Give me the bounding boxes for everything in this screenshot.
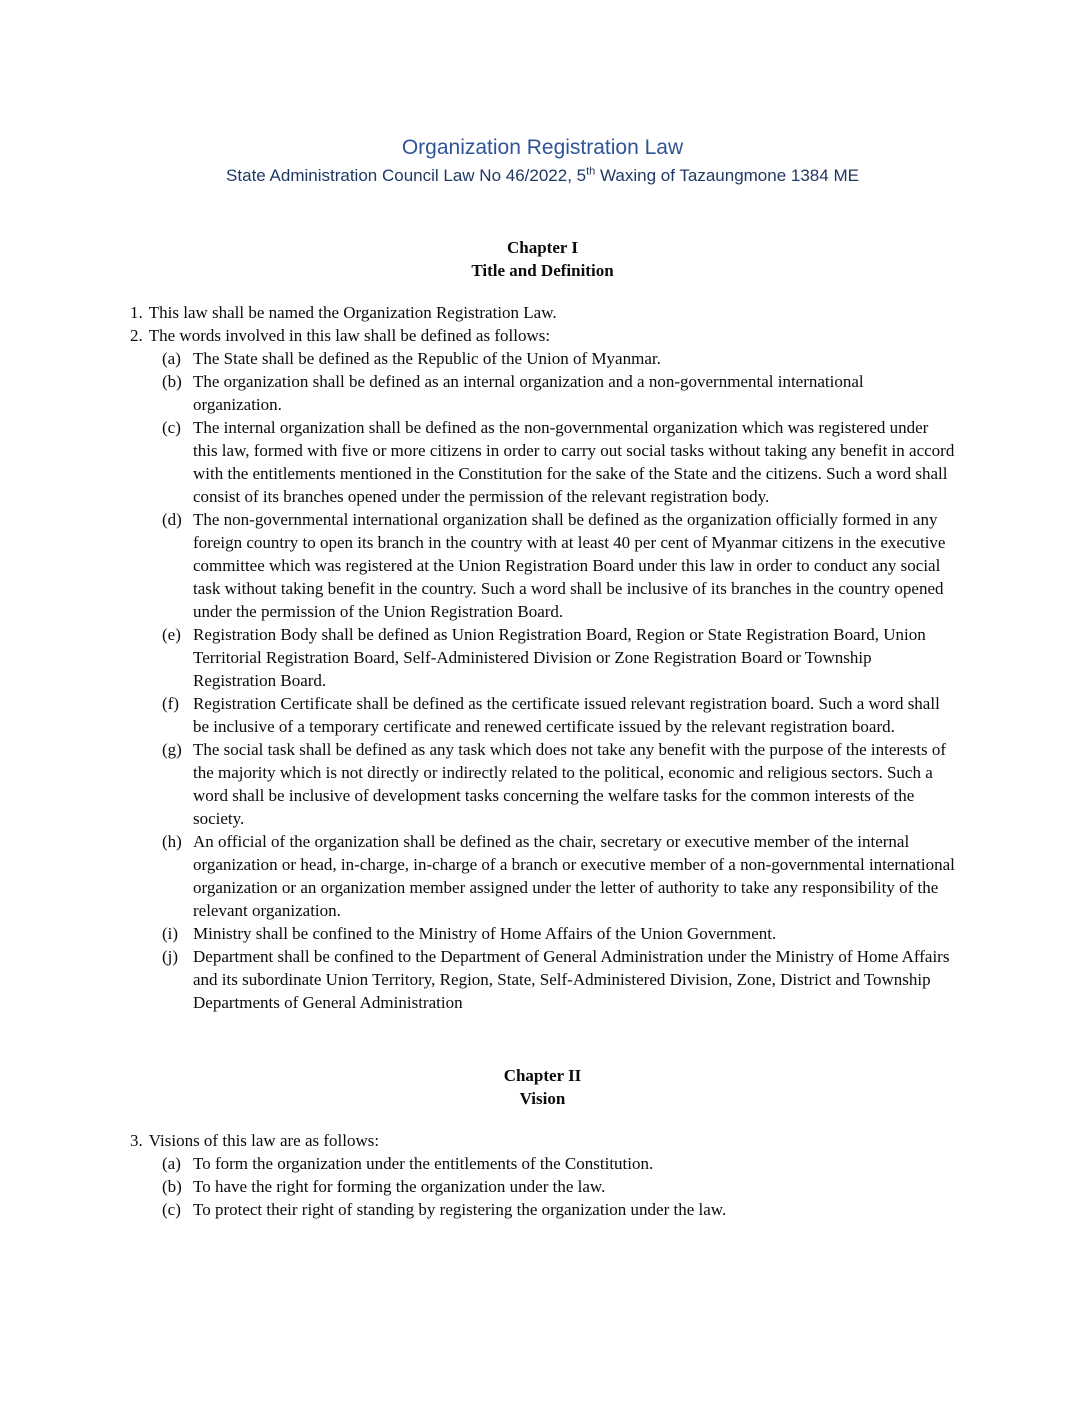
subtitle-text-suffix: Waxing of Tazaungmone 1384 ME [595, 166, 859, 185]
item-marker: (a) [162, 349, 181, 368]
definition-item-f [162, 692, 955, 738]
vision-item-a [162, 1152, 955, 1175]
document-subtitle [130, 165, 955, 186]
chapter-heading: Chapter I [507, 238, 578, 257]
item-marker: (c) [162, 418, 181, 437]
item-marker: (h) [162, 832, 182, 851]
item-text: The non-governmental international organization shall be defined as the organization officially formed in any foreign country to open its branch in the country with at least 40 per cent of Myanmar citizens in the executive committee which was registered at the Union Registration Board under this law in order to conduct any social task without taking benefit in the country. Such a word shall be inclusive of its branches in the country opened under the permission of the Union Registration Board. [193, 510, 946, 621]
law-article-2 [130, 324, 955, 347]
item-text: The social task shall be defined as any task which does not take any benefit with the purpose of the interests of the majority which is not directly or indirectly related to the political, economic and religious sectors. Such a word shall be inclusive of development tasks concerning the welfare tasks for the common interests of the society. [193, 740, 946, 828]
item-text: To have the right for forming the organization under the law. [193, 1177, 606, 1196]
definition-item-h [162, 830, 955, 922]
article-number: 2. [130, 326, 143, 345]
item-text: To protect their right of standing by registering the organization under the law. [193, 1200, 727, 1219]
definition-item-e [162, 623, 955, 692]
article-text: Visions of this law are as follows: [148, 1131, 380, 1150]
chapter-ii-section [130, 1064, 955, 1221]
document-title: Organization Registration Law [401, 136, 684, 159]
item-text: The internal organization shall be defined as the non-governmental organization which was registered under this law, formed with five or more citizens in order to carry out social tasks without taking any benefit in accord with the entitlements mentioned in the Constitution for the sake of the State and the citizens. Such a word shall consist of its branches opened under the permission of the relevant registration body. [193, 418, 955, 506]
item-marker: (d) [162, 510, 182, 529]
definition-item-b [162, 370, 955, 416]
vision-item-b [162, 1175, 955, 1198]
law-article-3 [130, 1129, 955, 1152]
chapter-subheading: Title and Definition [471, 261, 614, 280]
item-text: Department shall be confined to the Department of General Administration under the Ministry of Home Affairs and its subordinate Union Territory, Region, State, Self-Administered Division, Zone, District and Township Departments of General Administration [193, 947, 950, 1012]
article-text: This law shall be named the Organization Registration Law. [148, 303, 557, 322]
item-marker: (f) [162, 694, 179, 713]
article-text: The words involved in this law shall be defined as follows: [148, 326, 551, 345]
article-number: 1. [130, 303, 143, 322]
subtitle-superscript: th [586, 165, 596, 178]
chapter-ii-head [130, 1064, 955, 1110]
item-marker: (c) [162, 1200, 181, 1219]
item-text: The organization shall be defined as an internal organization and a non-governmental international organization. [193, 372, 864, 414]
chapter-i-section [130, 236, 955, 1014]
item-text: An official of the organization shall be defined as the chair, secretary or executive member of the internal organization or head, in-charge, in-charge of a branch or executive member of a non-governmental international organization or an organization member assigned under the letter of authority to take any responsibility of the relevant organization. [193, 832, 955, 920]
definition-item-d [162, 508, 955, 623]
chapter-heading: Chapter II [503, 1066, 582, 1085]
item-text: To form the organization under the entitlements of the Constitution. [193, 1154, 654, 1173]
item-text: The State shall be defined as the Republic of the Union of Myanmar. [193, 349, 661, 368]
item-marker: (j) [162, 947, 179, 966]
chapter-i-head [130, 236, 955, 282]
item-marker: (b) [162, 1177, 182, 1196]
chapter-i-body [130, 301, 955, 1014]
item-marker: (b) [162, 372, 182, 391]
definition-item-i [162, 922, 955, 945]
item-marker: (a) [162, 1154, 181, 1173]
item-text: Registration Certificate shall be defined as the certificate issued relevant registration board. Such a word shall be inclusive of a temporary certificate and renewed certificate issued by the relevant registration board. [193, 694, 940, 736]
article-number: 3. [130, 1131, 143, 1150]
chapter-ii-body [130, 1129, 955, 1221]
item-marker: (i) [162, 924, 179, 943]
vision-item-c [162, 1198, 955, 1221]
item-text: Registration Body shall be defined as Union Registration Board, Region or State Registration Board, Union Territorial Registration Board, Self-Administered Division or Zone Registration Board or Township Registration Board. [193, 625, 926, 690]
item-marker: (g) [162, 740, 182, 759]
subtitle-text: State Administration Council Law No 46/2022, 5 [226, 166, 587, 185]
item-text: Ministry shall be confined to the Ministry of Home Affairs of the Union Government. [193, 924, 777, 943]
definition-item-a [162, 347, 955, 370]
definition-item-j [162, 945, 955, 1014]
item-marker: (e) [162, 625, 181, 644]
chapter-subheading: Vision [519, 1089, 566, 1108]
law-article-1 [130, 301, 955, 324]
definition-item-g [162, 738, 955, 830]
definition-item-c [162, 416, 955, 508]
